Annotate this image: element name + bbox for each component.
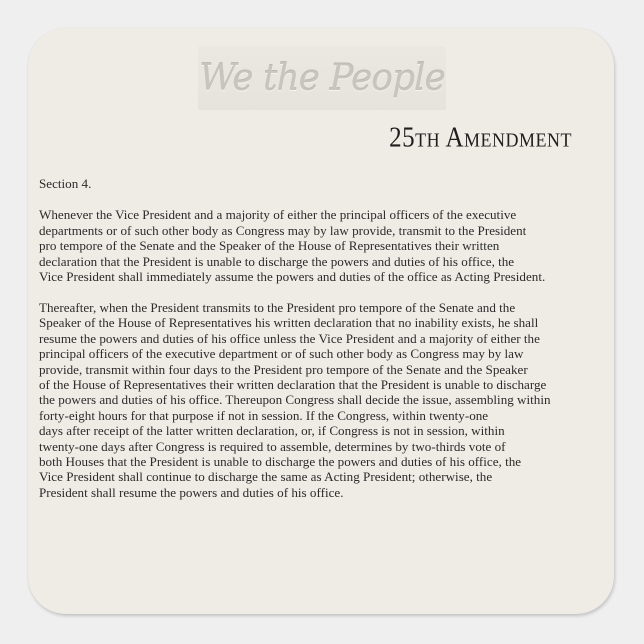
text-line: the powers and duties of his office. Thereupon Congress shall decide the issue, assembling within bbox=[39, 392, 551, 408]
text-line: principal officers of the executive department or of such other body as Congress may by law bbox=[39, 346, 524, 362]
paragraph-2 bbox=[39, 300, 609, 500]
amendment-text bbox=[39, 176, 609, 516]
amendment-sticker bbox=[28, 28, 614, 614]
text-line: forty-eight hours for that purpose if not in session. If the Congress, within twenty-one bbox=[39, 407, 489, 423]
text-line: both Houses that the President is unable to discharge the powers and duties of his office, the bbox=[39, 454, 522, 469]
text-line: twenty-one days after Congress is required to assemble, determines by two-thirds vote of bbox=[39, 438, 506, 454]
we-the-people-script-icon: We the People bbox=[199, 57, 445, 99]
text-line: Whenever the Vice President and a majority of either the principal officers of the executive bbox=[39, 207, 517, 223]
text-line: pro tempore of the Senate and the Speaker of the House of Representatives their written bbox=[39, 238, 500, 254]
text-line: provide, transmit within four days to the President pro tempore of the Senate and the Speaker bbox=[39, 361, 528, 377]
text-line: resume the powers and duties of his office unless the Vice President and a majority of either the bbox=[39, 330, 540, 346]
text-line: of the House of Representatives their written declaration that the President is unable to discharge bbox=[39, 376, 547, 392]
text-line: departments or of such other body as Congress may by law provide, transmit to the President bbox=[39, 222, 527, 238]
text-line: Vice President shall continue to discharge the same as Acting President; otherwise, the bbox=[39, 469, 493, 485]
text-line: President shall resume the powers and duties of his office. bbox=[39, 484, 344, 500]
text-line: declaration that the President is unable to discharge the powers and duties of his office, the bbox=[39, 253, 515, 269]
text-line: Thereafter, when the President transmits to the President pro tempore of the Senate and the bbox=[39, 299, 516, 315]
text-line: days after receipt of the latter written declaration, or, if Congress is not in session, within bbox=[39, 423, 505, 439]
amendment-title: 25th Amendment bbox=[389, 123, 572, 154]
we-the-people-logo bbox=[198, 46, 446, 110]
section-label: Section 4. bbox=[39, 176, 92, 191]
text-line: Speaker of the House of Representatives his written declaration that no inability exists, he shall bbox=[39, 315, 539, 331]
paragraph-1 bbox=[39, 207, 609, 284]
text-line: Vice President shall immediately assume the powers and duties of the office as Acting President. bbox=[39, 269, 546, 285]
